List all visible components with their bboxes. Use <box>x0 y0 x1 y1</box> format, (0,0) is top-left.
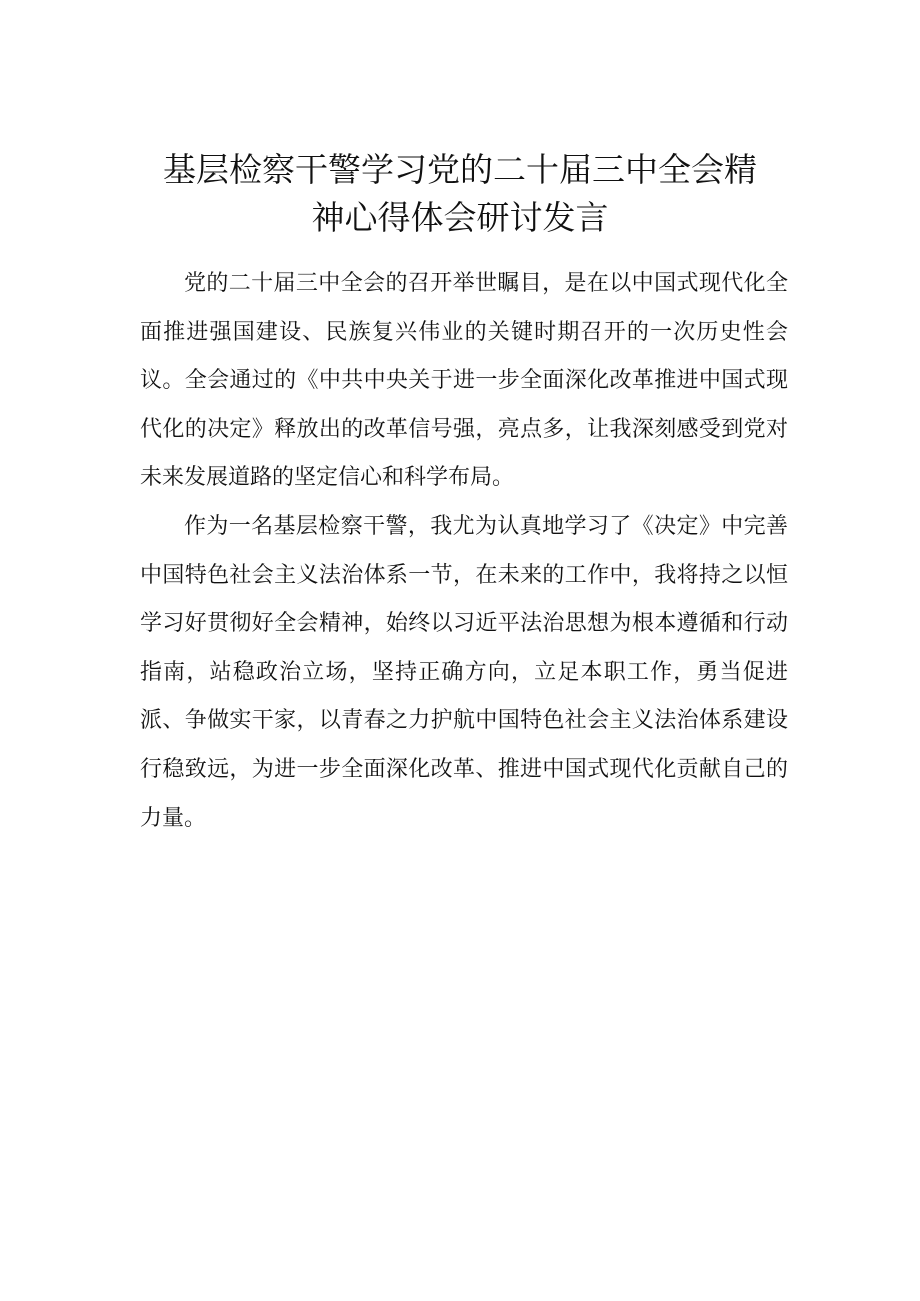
document-body <box>140 260 788 843</box>
paragraph-2: 作为一名基层检察干警，我尤为认真地学习了《决定》中完善中国特色社会主义法治体系一节，在未来的工作中，我将持之以恒学习好贯彻好全会精神，始终以习近平法治思想为根本遵循和行动指南，站稳政治立场，坚持正确方向，立足本职工作，勇当促进派、争做实干家，以青春之力护航中国特色社会主义法治体系建设行稳致远，为进一步全面深化改革、推进中国式现代化贡献自己的力量。 <box>140 513 788 831</box>
title-line-2: 神心得体会研讨发言 <box>311 198 609 237</box>
document-title <box>120 146 800 242</box>
paragraph-1: 党的二十届三中全会的召开举世瞩目，是在以中国式现代化全面推进强国建设、民族复兴伟业的关键时期召开的一次历史性会议。全会通过的《中共中央关于进一步全面深化改革推进中国式现代化的决定》释放出的改革信号强，亮点多，让我深刻感受到党对未来发展道路的坚定信心和科学布局。 <box>140 271 788 491</box>
title-line-1: 基层检察干警学习党的二十届三中全会精 <box>163 150 757 189</box>
